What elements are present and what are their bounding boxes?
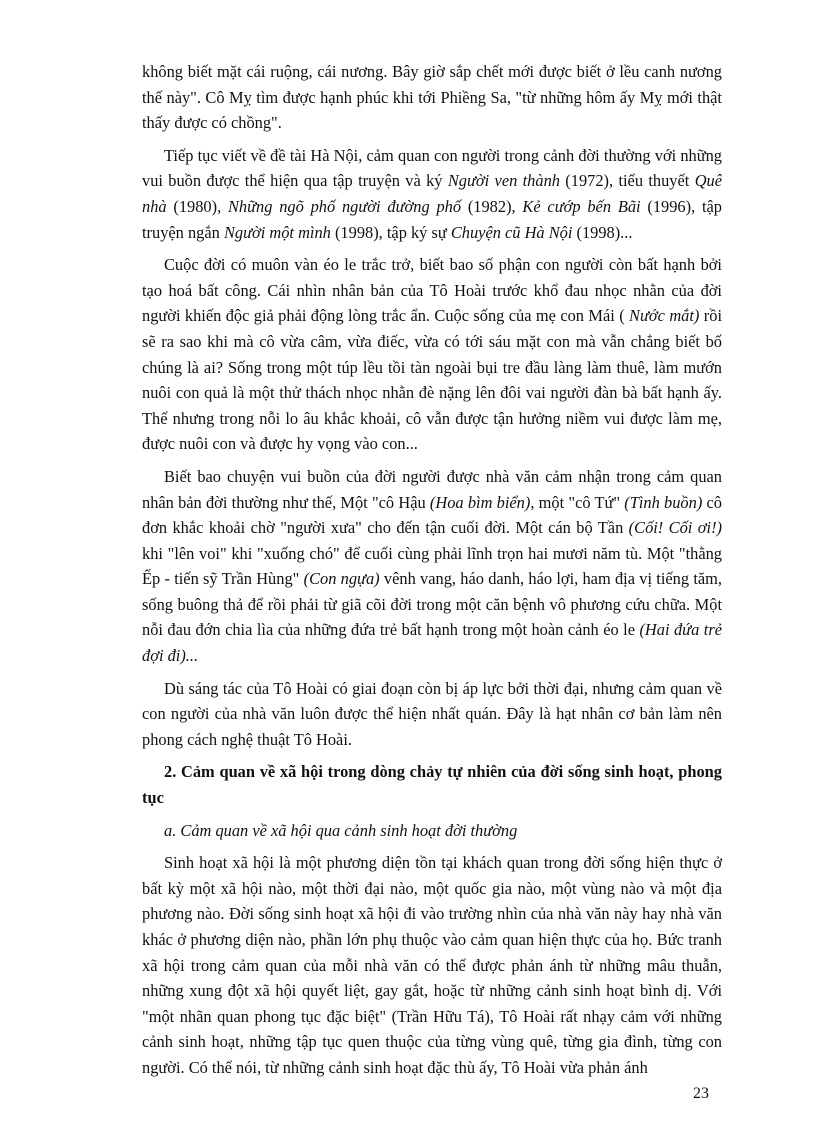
italic-title-run: (Cối! Cối ơi!) <box>628 518 722 538</box>
text-run: (1998), tập ký sự <box>330 222 451 242</box>
text-run: Dù sáng tác của Tô Hoài có giai đoạn còn bị áp lực bởi thời đại, nhưng cảm quan về con người của nhà văn luôn được thể hiện nhất quán. Đây là hạt nhân cơ bản làm nên phong cách nghệ thuật Tô Hoài. <box>142 678 722 749</box>
text-run: Cuộc đời có muôn vàn éo le trắc trở, biết bao số phận con người còn bất hạnh bởi tạo hoá bất công. Cái nhìn nhân bản của Tô Hoài trước khổ đau nhọc nhằn của đời người khiến độc giả phải động lòng trắc ẩn. Cuộc sống của mẹ con Mái ( <box>142 255 722 326</box>
italic-title-run: Quê nhà <box>142 171 722 216</box>
italic-title-run: Chuyện cũ Hà Nội <box>450 222 573 242</box>
italic-title-run: Những ngõ phố người đường phố <box>227 196 462 216</box>
italic-title-run: Kẻ cướp bến Bãi <box>522 196 641 216</box>
paragraph-social-life <box>142 850 722 1080</box>
italic-title-run: (Con ngựa) <box>303 569 380 589</box>
text-run: Biết bao chuyện vui buồn của đời người được nhà văn cảm nhận trong cảm quan nhân bản đời thường như thế, Một "cô Hậu <box>142 466 722 512</box>
text-run: Tiếp tục viết về đề tài Hà Nội, cảm quan con người trong cảnh đời thường với những vui buồn được thể hiện qua tập truyện và ký <box>142 145 722 191</box>
section-heading: 2. Cảm quan về xã hội trong dòng chảy tự nhiên của đời sống sinh hoạt, phong tục <box>142 762 722 808</box>
page-number: 23 <box>693 1085 709 1102</box>
text-run: (1982), <box>461 196 523 216</box>
document-page <box>142 59 722 1088</box>
text-run: vênh vang, háo danh, háo lợi, ham địa vị tiếng tăm, sống buông thả để rồi phải từ giã cõi đời trong một căn bệnh vô phương cứu chữa. Một nỗi đau đớn chia lìa của những đứa trẻ bất hạnh trong một hoàn cảnh éo le <box>142 569 722 640</box>
italic-title-run: Người ven thành <box>447 171 560 191</box>
italic-title-run: Nước mắt) <box>629 306 700 326</box>
text-run: một "cô Tứ" <box>534 492 625 512</box>
text-run: (1972), tiểu thuyết <box>559 171 695 191</box>
italic-title-run: Người một mình <box>223 222 331 242</box>
paragraph-fate <box>142 252 722 457</box>
paragraph-continuation <box>142 59 722 136</box>
text-run: (1980), <box>166 196 228 216</box>
text-run: không biết mặt cái ruộng, cái nương. Bây giờ sắp chết mới được biết ở lều canh nương thế này". Cô Mỵ tìm được hạnh phúc khi tới Phiềng Sa, "từ những hôm ấy Mỵ mới thật thấy được có chồng". <box>142 62 722 133</box>
text-run: rồi sẽ ra sao khi mà cô vừa câm, vừa điếc, vừa có tới sáu mặt con mà vẫn chẳng biết bố chúng là ai? Sống trong một túp lều tồi tàn ngoài bụi tre đầu làng làm thuê, làm mướn nuôi con quả là một thử thách nhọc nhằn đè nặng lên đôi vai người đàn bà bất hạnh ấy. Thế nhưng trong nỗi lo âu khắc khoải, cô vẫn được tận hưởng niềm vui được làm mẹ, được nuôi con và được hy vọng vào con... <box>142 306 722 454</box>
paragraph-hanoi-theme <box>142 143 722 245</box>
text-run: (1996), tập truyện ngắn <box>142 196 722 242</box>
paragraph-consistency <box>142 676 722 753</box>
section-subheading: a. Cảm quan về xã hội qua cảnh sinh hoạt đời thường <box>164 820 518 840</box>
text-run: cô đơn khắc khoải chờ "người xưa" cho đến tận cuối đời. Một cán bộ Tần <box>142 492 722 538</box>
italic-title-run: (Hoa bìm biển), <box>429 492 535 512</box>
text-run: (1998)... <box>572 222 633 242</box>
paragraph-joys-sorrows <box>142 464 722 669</box>
italic-title-run: (Tình buồn) <box>624 492 703 512</box>
italic-title-run: (Hai đứa trẻ đợi đi)... <box>142 620 722 666</box>
text-run: Sinh hoạt xã hội là một phương diện tồn tại khách quan trong đời sống hiện thực ở bất kỳ một xã hội nào, một thời đại nào, một quốc gia nào, một vùng nào và một địa phương nào. Đời sống sinh hoạt xã hội đi vào trường nhìn của nhà văn này hay nhà văn khác ở phương diện nào, phần lớn phụ thuộc vào cảm quan hiện thực của họ. Bức tranh xã hội trong cảm quan của mỗi nhà văn có thể được phản ánh từ những mâu thuẫn, những xung đột xã hội quyết liệt, gay gắt, hoặc từ những cảnh sinh hoạt bình dị. Với "một nhãn quan phong tục đặc biệt" (Trần Hữu Tá), Tô Hoài rất nhạy cảm với những cảnh sinh hoạt, những tập tục quen thuộc của từng vùng quê, từng gia đình, từng con người. Có thể nói, từ những cảnh sinh hoạt đặc thù ấy, Tô Hoài vừa phản ánh <box>142 853 722 1077</box>
text-run: khi "lên voi" khi "xuống chó" để cuối cùng phải lĩnh trọn hai mươi năm tù. Một "thằng Ếp - tiến sỹ Trần Hùng" <box>142 543 722 589</box>
